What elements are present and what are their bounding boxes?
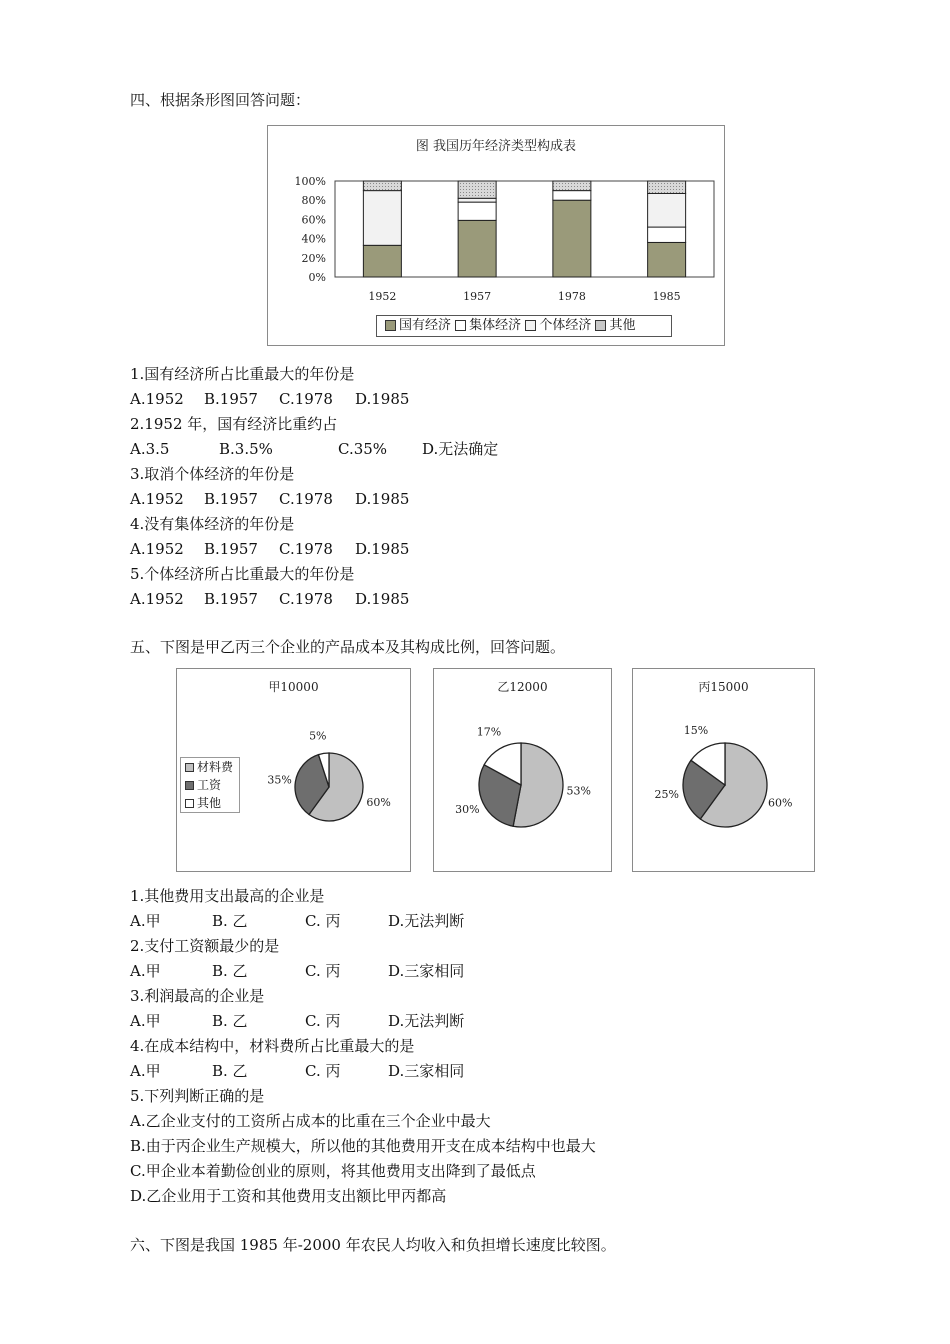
answer-option: A.3.5 [130, 440, 170, 458]
answer-option: C.1978 [279, 490, 333, 508]
answer-option: A.甲 [130, 1012, 161, 1030]
q5-option: B.由于丙企业生产规模大，所以他的其他费用开支在成本结构中也最大 [130, 1137, 596, 1155]
pie-slice-label: 60% [366, 795, 391, 809]
answer-option: C.1978 [279, 390, 333, 408]
question-text: 1.其他费用支出最高的企业是 [130, 887, 325, 905]
answer-option: C. 丙 [305, 962, 341, 980]
y-tick-label: 40% [301, 232, 326, 246]
x-tick-label: 1957 [463, 290, 492, 303]
legend-item-collective: 集体经济 [455, 318, 521, 333]
answer-option: C.1978 [279, 590, 333, 608]
pie-title: 甲10000 [268, 680, 319, 694]
answer-option: D.无法判断 [388, 1012, 465, 1030]
pie-slice-label: 17% [476, 725, 502, 739]
question-text: 4.在成本结构中，材料费所占比重最大的是 [130, 1037, 415, 1055]
answer-option: B.1957 [204, 390, 258, 408]
y-tick-label: 20% [301, 251, 326, 265]
bar-segment-国有经济 [363, 245, 401, 277]
question-text: 2.1952 年，国有经济比重约占 [130, 415, 338, 433]
question-text: 5.下列判断正确的是 [130, 1087, 265, 1105]
bar-segment-集体经济 [648, 227, 686, 242]
pie-slice-label: 5% [309, 729, 327, 743]
bar-segment-国有经济 [458, 220, 496, 277]
answer-option: C. 丙 [305, 1062, 341, 1080]
answer-option: B. 乙 [212, 1012, 248, 1030]
answer-option: D.1985 [355, 390, 410, 408]
y-tick-label: 80% [301, 194, 326, 208]
x-tick-label: 1985 [652, 290, 681, 303]
x-tick-label: 1952 [368, 290, 397, 303]
answer-option: B. 乙 [212, 962, 248, 980]
answer-option: C.35% [338, 440, 388, 458]
pie-slice-label: 25% [654, 787, 679, 801]
q5-option: D.乙企业用于工资和其他费用支出额比甲丙都高 [130, 1187, 447, 1205]
bar-segment-国有经济 [553, 200, 591, 277]
answer-option: B. 乙 [212, 912, 248, 930]
bar-segment-集体经济 [458, 202, 496, 220]
answer-option: A.甲 [130, 912, 161, 930]
question-text: 2.支付工资额最少的是 [130, 937, 280, 955]
answer-option: A.1952 [130, 540, 184, 558]
section5-heading: 五、下图是甲乙丙三个企业的产品成本及其构成比例，回答问题。 [130, 638, 566, 656]
answer-option: D.1985 [355, 490, 410, 508]
question-text: 1.国有经济所占比重最大的年份是 [130, 365, 355, 383]
answer-option: D.1985 [355, 540, 410, 558]
bar-segment-个体经济 [458, 198, 496, 202]
pie-chart-bing [633, 669, 814, 871]
answer-option: D.三家相同 [388, 962, 465, 980]
section4-heading: 四、根据条形图回答问题： [130, 91, 311, 109]
pie-slice-label: 60% [768, 796, 793, 810]
bar-legend [376, 315, 672, 337]
answer-option: B. 乙 [212, 1062, 248, 1080]
pie-slice-label: 35% [267, 773, 292, 787]
bar-chart-title: 图 我国历年经济类型构成表 [415, 139, 577, 154]
bar-segment-其他 [648, 181, 686, 193]
bar-segment-其他 [553, 181, 591, 191]
legend-item-state: 国有经济 [385, 318, 451, 333]
pie-legend-other: 其他 [185, 794, 239, 812]
bar-segment-国有经济 [648, 242, 686, 277]
y-tick-label: 60% [301, 213, 326, 227]
x-tick-label: 1978 [557, 290, 586, 303]
bar-segment-其他 [458, 181, 496, 198]
y-tick-label: 100% [294, 175, 326, 188]
question-text: 3.利润最高的企业是 [130, 987, 265, 1005]
pie-slice-label: 15% [683, 723, 709, 737]
pie-legend-material: 材料费 [185, 758, 239, 776]
answer-option: B.3.5% [219, 440, 273, 458]
answer-option: D.无法确定 [422, 440, 499, 458]
answer-option: B.1957 [204, 590, 258, 608]
legend-item-other: 其他 [595, 318, 635, 333]
answer-option: D.三家相同 [388, 1062, 465, 1080]
pie-chart-jia-frame [176, 668, 411, 872]
question-text: 5.个体经济所占比重最大的年份是 [130, 565, 355, 583]
answer-option: C.1978 [279, 540, 333, 558]
bar-chart [268, 126, 724, 345]
pie-slice-label: 30% [455, 802, 480, 816]
answer-option: A.1952 [130, 590, 184, 608]
pie-chart-yi-frame [433, 668, 612, 872]
answer-option: B.1957 [204, 540, 258, 558]
answer-option: A.甲 [130, 962, 161, 980]
pie-legend [180, 757, 240, 813]
bar-segment-个体经济 [363, 191, 401, 246]
answer-option: A.1952 [130, 390, 184, 408]
bar-segment-集体经济 [553, 191, 591, 201]
bar-segment-其他 [363, 181, 401, 191]
answer-option: D.无法判断 [388, 912, 465, 930]
pie-title: 丙15000 [698, 680, 749, 694]
answer-option: C. 丙 [305, 1012, 341, 1030]
bar-segment-个体经济 [648, 193, 686, 227]
section6-heading: 六、下图是我国 1985 年-2000 年农民人均收入和负担增长速度比较图。 [130, 1236, 616, 1254]
y-tick-label: 0% [308, 271, 326, 284]
q5-option: A.乙企业支付的工资所占成本的比重在三个企业中最大 [130, 1112, 491, 1130]
answer-option: D.1985 [355, 590, 410, 608]
pie-legend-wage: 工资 [185, 776, 239, 794]
answer-option: C. 丙 [305, 912, 341, 930]
answer-option: A.1952 [130, 490, 184, 508]
pie-chart-yi [434, 669, 611, 871]
pie-chart-bing-frame [632, 668, 815, 872]
answer-option: A.甲 [130, 1062, 161, 1080]
q5-option: C.甲企业本着勤俭创业的原则，将其他费用支出降到了最低点 [130, 1162, 536, 1180]
pie-title: 乙12000 [497, 680, 548, 694]
bar-chart-frame [267, 125, 725, 346]
pie-slice-label: 53% [566, 784, 591, 798]
question-text: 3.取消个体经济的年份是 [130, 465, 295, 483]
legend-item-individual: 个体经济 [525, 318, 591, 333]
question-text: 4.没有集体经济的年份是 [130, 515, 295, 533]
answer-option: B.1957 [204, 490, 258, 508]
